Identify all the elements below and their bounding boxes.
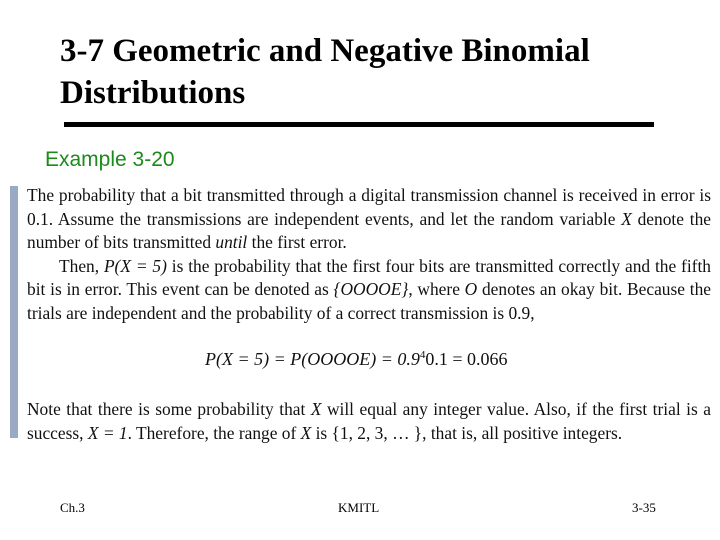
p1-var-x: X <box>621 208 632 229</box>
p3-text-3: . Therefore, the range of <box>127 422 301 443</box>
p2-event: {OOOOE} <box>333 279 409 299</box>
p3-text-2: will equal any integer value. Also, if the first trial is a success, <box>27 399 711 443</box>
p2-text-1: Then, <box>59 255 104 276</box>
slide-title-line1: 3-7 Geometric and Negative Binomial <box>60 33 590 69</box>
slide-title-line2: Distributions <box>60 75 246 111</box>
p3-text-5: , that is, all positive integers. <box>422 422 623 443</box>
paragraph-2 <box>27 255 711 326</box>
equation-lhs: P(X = 5) = P(OOOOE) = 0.9 <box>205 349 420 369</box>
p3-expr: X = 1 <box>87 422 128 443</box>
p1-until: until <box>215 232 248 252</box>
footer-chapter: Ch.3 <box>60 500 85 515</box>
p2-text-3: , where <box>408 279 465 299</box>
p3-var-x2: X <box>300 422 312 443</box>
probability-equation <box>205 349 508 370</box>
paragraph-1 <box>27 184 711 255</box>
problem-text <box>27 184 711 325</box>
example-label: Example 3-20 <box>45 148 175 171</box>
paragraph-3 <box>27 398 711 445</box>
p3-var-x: X <box>310 399 322 419</box>
title-underline <box>64 122 654 127</box>
range-text <box>27 398 711 445</box>
left-accent-bar <box>10 186 18 438</box>
p2-var-o: O <box>464 279 478 299</box>
equation-rhs: 0.1 = 0.066 <box>425 349 508 369</box>
p1-text-1: The probability that a bit transmitted through a digital transmission channel is received in error is 0.1. Assume the transmissions are independent events, and let the random variable <box>27 185 711 229</box>
footer-page-number: 3-35 <box>632 500 656 515</box>
p2-expr: P(X = 5) <box>103 255 167 276</box>
p3-text-4: is <box>311 422 332 443</box>
footer-institution: KMITL <box>338 500 380 515</box>
p2-text-4: denotes an okay bit. Because the trials are independent and the probability of a correct transmission is 0.9, <box>27 279 711 323</box>
p1-text-3: the first error. <box>247 232 347 252</box>
slide-title <box>60 30 680 114</box>
p3-range: {1, 2, 3, … } <box>331 422 423 443</box>
equation-exponent: 4 <box>419 349 426 361</box>
p3-text-1: Note that there is some probability that <box>27 399 311 419</box>
p2-text-2: is the probability that the first four bits are transmitted correctly and the fifth bit is in error. This event can be denoted as <box>27 255 711 299</box>
p1-text-2: denote the number of bits transmitted <box>27 208 711 252</box>
